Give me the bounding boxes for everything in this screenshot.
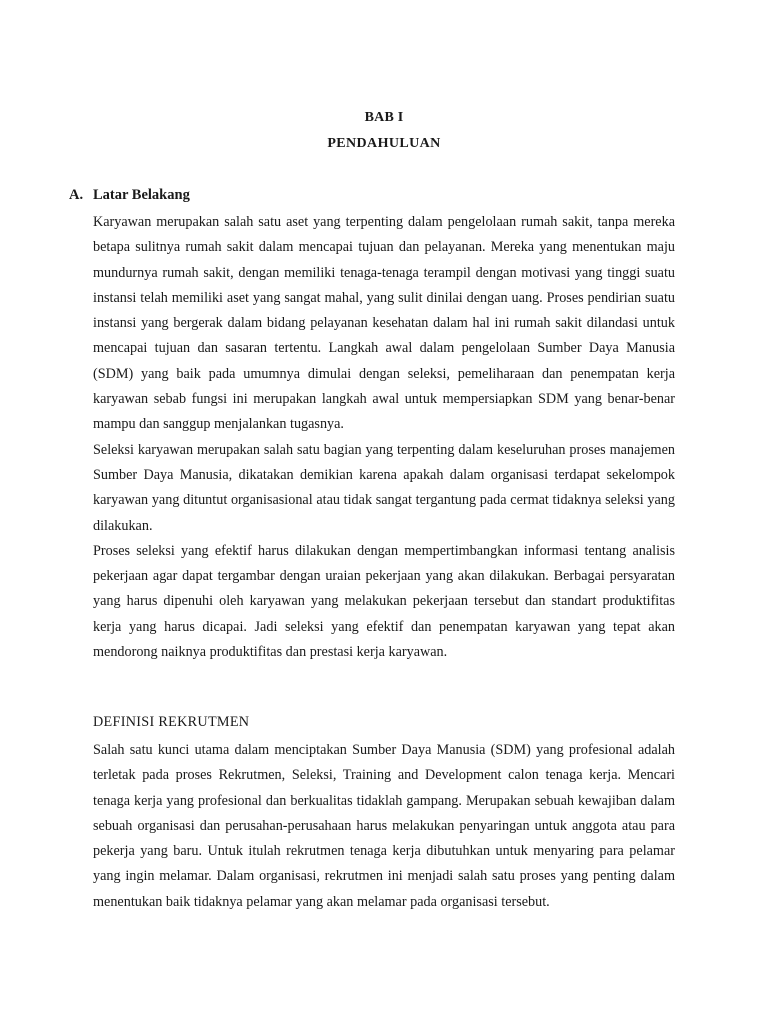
section-heading	[69, 187, 190, 204]
definition-heading: DEFINISI REKRUTMEN	[93, 714, 250, 730]
chapter-title: PENDAHULUAN	[327, 136, 441, 151]
section-marker: A.	[69, 187, 84, 203]
chapter-number: BAB I	[364, 110, 404, 125]
paragraph: Karyawan merupakan salah satu aset yang terpenting dalam pengelolaan rumah sakit, tanpa mereka betapa sulitnya rumah sakit dalam mencapai tujuan dan pelayanan. Mereka yang menentukan maju mundurnya rumah sakit, dengan memiliki tenaga-tenaga terampil dengan motivasi yang tinggi suatu instansi telah memiliki aset yang sangat mahal, yang sulit dinilai dengan uang. Proses pendirian suatu instansi yang bergerak dalam bidang pelayanan kesehatan dalam hal ini rumah sakit dilandasi untuk mencapai tujuan dan sasaran tertentu. Langkah awal dalam pengelolaan Sumber Daya Manusia (SDM) yang baik pada umumnya dimulai dengan seleksi, pemeliharaan dan penempatan kerja karyawan sebab fungsi ini merupakan langkah awal untuk mempersiapkan SDM yang benar-benar mampu dan sanggup menjalankan tugasnya.	[93, 214, 675, 433]
paragraph: Seleksi karyawan merupakan salah satu bagian yang terpenting dalam keseluruhan proses manajemen Sumber Daya Manusia, dikatakan demikian karena apakah dalam organisasi terdapat sekelompok karyawan yang dituntut organisasional atau tidak sangat tergantung pada cermat tidaknya seleksi yang dilakukan.	[93, 441, 675, 534]
section-title: Latar Belakang	[93, 187, 190, 203]
paragraph: Salah satu kunci utama dalam menciptakan Sumber Daya Manusia (SDM) yang profesional adalah terletak pada proses Rekrutmen, Seleksi, Training and Development calon tenaga kerja. Mencari tenaga kerja yang profesional dan berkualitas tidaklah gampang. Merupakan sebuah kewajiban dalam sebuah organisasi dan perusahan-perusahaan harus melakukan penyaringan untuk anggota atau para pekerja yang baru. Untuk itulah rekrutmen tenaga kerja dibutuhkan untuk menyaring para pelamar yang ingin melamar. Dalam organisasi, rekrutmen ini menjadi salah satu proses yang penting dalam menentukan baik tidaknya pelamar yang akan melamar pada organisasi tersebut.	[93, 742, 675, 910]
definition-text	[93, 738, 675, 915]
background-text	[93, 210, 675, 665]
paragraph: Proses seleksi yang efektif harus dilakukan dengan mempertimbangkan informasi tentang analisis pekerjaan agar dapat tergambar dengan uraian pekerjaan yang akan dilakukan. Berbagai persyaratan yang harus dipenuhi oleh karyawan yang melakukan pekerjaan tersebut dan standart produktifitas kerja yang harus dicapai. Jadi seleksi yang efektif dan penempatan karyawan yang tepat akan mendorong naiknya produktifitas dan prestasi kerja karyawan.	[93, 542, 675, 661]
